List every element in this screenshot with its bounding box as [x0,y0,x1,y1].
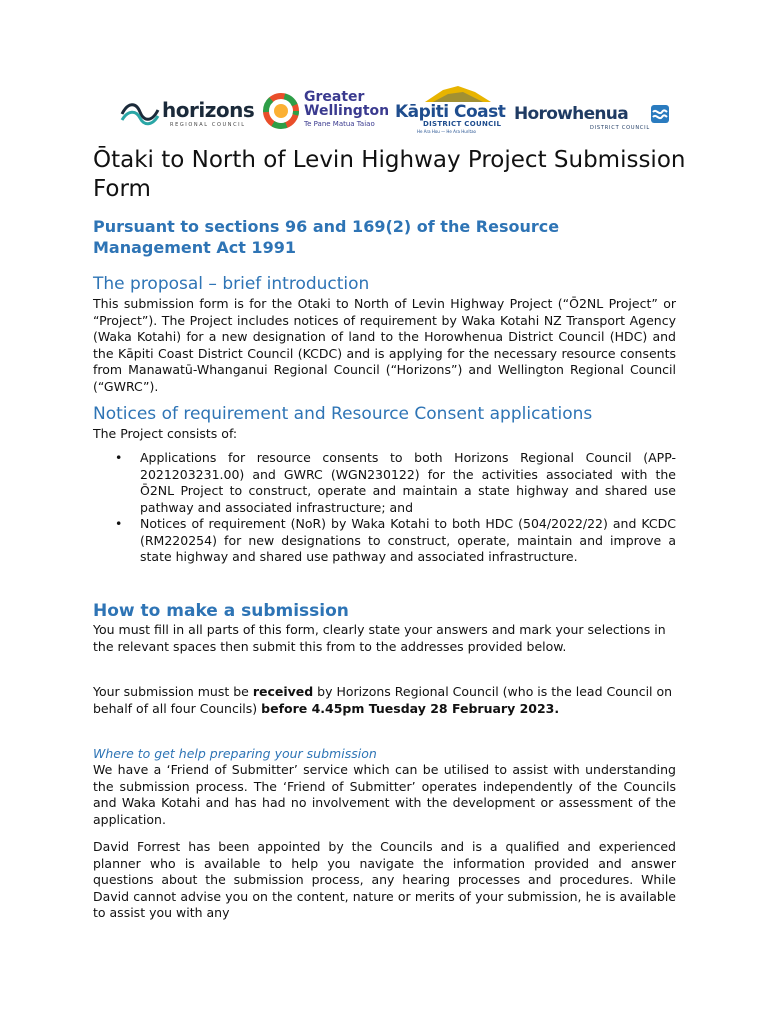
page-title: Ōtaki to North of Levin Highway Project Submission Form [93,147,686,202]
proposal-heading: The proposal – brief introduction [93,274,370,294]
notices-bullet-1: Applications for resource consents to both Horizons Regional Council (APP-2021203231.00) and GWRC (WGN230122) for the activities associated with the Ō2NL Project to construct, operate and maintain a state highway and shared use pathway and associated infrastructure; and [140,450,676,515]
notices-intro: The Project consists of: [93,426,238,441]
horizons-logo-sub: REGIONAL COUNCIL [170,122,246,128]
horowhenua-line1: Horowhenua [514,104,628,124]
bullet-icon: • [115,516,123,531]
list-item [93,516,676,566]
bullet-icon: • [115,450,123,465]
horizons-logo [120,96,255,130]
help-heading: Where to get help preparing your submission [93,746,377,761]
notices-list [93,450,676,566]
notices-bullet-2: Notices of requirement (NoR) by Waka Kotahi to both HDC (504/2022/22) and KCDC (RM220254) for new designations to construct, operate, maintain and improve a state highway and shared use pathway and associated infrastructure. [140,516,676,564]
help-paragraph-2: David Forrest has been appointed by the Councils and is a qualified and experienced planner who is available to help you navigate the information provided and answer questions about the submission process, any hearing processes and procedures. While David cannot advise you on the content, nature or merits of your submission, he is available to assist you with any [93,839,676,920]
list-item [93,450,676,516]
greater-wellington-line3: Te Pane Matua Taiao [304,120,375,128]
kapiti-coast-logo [393,84,508,134]
horizons-logo-name: horizons [162,98,255,122]
kapiti-line1: Kāpiti Coast [395,102,506,122]
greater-wellington-line2: Wellington [304,103,390,119]
horowhenua-line2: DISTRICT COUNCIL [590,125,651,131]
horowhenua-wave-icon [650,104,670,124]
notices-heading: Notices of requirement and Resource Consent applications [93,404,593,424]
how-p2-part-c: by Horizons Regional Council (who is the lead Council on behalf of all four Councils) [93,684,673,716]
help-paragraph-1: We have a ‘Friend of Submitter’ service which can be utilised to assist with understanding the submission process. The ‘Friend of Submitter’ operates independently of the Councils and Waka Kotahi and has had no involvement with the development or assessment of the application. [93,762,676,827]
kapiti-island-icon [423,84,493,104]
greater-wellington-line1: Greater [304,89,365,105]
greater-wellington-logo [262,89,390,132]
kapiti-line2: DISTRICT COUNCIL [423,120,502,128]
how-heading: How to make a submission [93,601,349,621]
how-p2-part-a: Your submission must be [93,684,253,699]
how-paragraph-1: You must fill in all parts of this form, clearly state your answers and mark your selections in the relevant spaces then submit this from to the addresses provided below. [93,622,666,654]
horowhenua-logo [514,104,674,134]
kapiti-line3: He Ara Hou — He Ara Huritao [417,129,476,134]
how-p2-received: received [252,684,314,699]
greater-wellington-mark-icon [262,92,300,130]
how-p2-deadline: before 4.45pm Tuesday 28 February 2023. [261,700,560,716]
page-subtitle: Pursuant to sections 96 and 169(2) of the Resource Management Act 1991 [93,217,560,257]
horizons-mark-icon [120,98,160,128]
how-paragraph-2 [93,684,676,717]
proposal-text: This submission form is for the Otaki to North of Levin Highway Project (“Ō2NL Project” or “Project”). The Project includes notices of requirement by Waka Kotahi NZ Transport Agency (Waka Kotahi) for a new designation of land to the Horowhenua District Council (HDC) and the Kāpiti Coast District Council (KCDC) and is applying for the necessary resource consents from Manawatū-Whanganui Regional Council (“Horizons”) and Wellington Regional Council (“GWRC”). [93,296,676,394]
